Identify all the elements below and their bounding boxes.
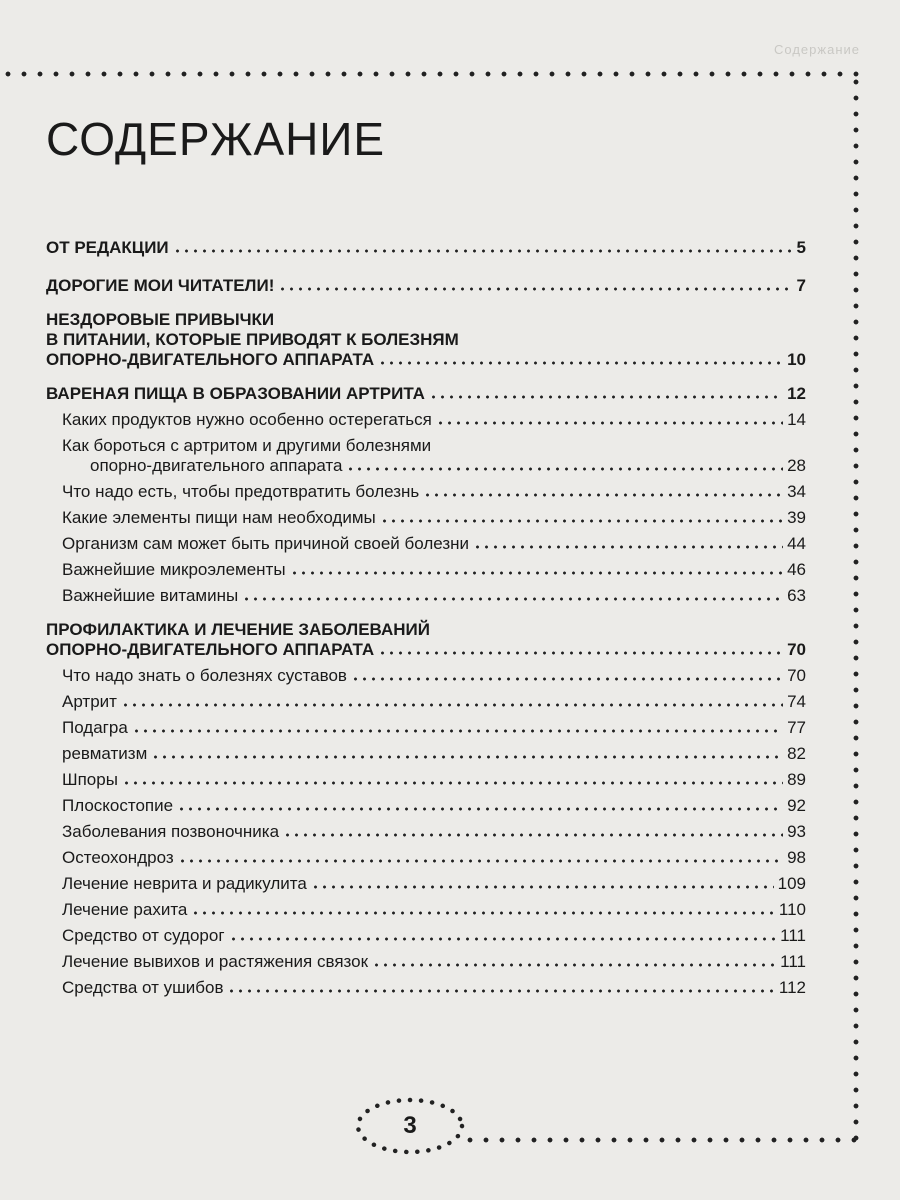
- toc-entry-page: 112: [778, 978, 806, 997]
- dot-leader: [283, 833, 783, 837]
- toc-entry-title-line: ПРОФИЛАКТИКА И ЛЕЧЕНИЕ ЗАБОЛЕВАНИЙ: [46, 620, 430, 639]
- dot-leader: [380, 519, 783, 523]
- toc-entry-page: 28: [787, 456, 806, 475]
- toc-entry-title-line: Как бороться с артритом и другими болезнями: [62, 436, 432, 455]
- toc-entry-page: 7: [796, 276, 806, 295]
- toc-entry-title: Что надо есть, чтобы предотвратить болезнь: [62, 482, 420, 501]
- toc-entry[interactable]: [46, 822, 806, 842]
- toc-entry-page: 74: [787, 692, 806, 711]
- dot-leader: [378, 361, 783, 365]
- toc-entry-title: ревматизм: [62, 744, 148, 763]
- dot-leader: [191, 911, 775, 915]
- toc-entry-title-line: ОПОРНО-ДВИГАТЕЛЬНОГО АППАРАТА: [46, 350, 375, 369]
- toc-entry-title: Плоскостопие: [62, 796, 174, 815]
- dot-leader: [122, 781, 783, 785]
- page-number-badge: [352, 1094, 468, 1158]
- toc-entry[interactable]: [46, 692, 806, 712]
- toc-entry-page: 12: [787, 384, 806, 403]
- toc-entry-page: 77: [787, 718, 806, 737]
- toc-entry-page: 93: [787, 822, 806, 841]
- toc-entry[interactable]: [46, 586, 806, 606]
- toc-entry-title: Организм сам может быть причиной своей болезни: [62, 534, 469, 553]
- dot-leader: [423, 493, 783, 497]
- dot-leader: [473, 545, 783, 549]
- toc-entry-title: Средство от судорог: [62, 926, 225, 945]
- toc-entry[interactable]: [46, 620, 806, 660]
- toc-entry-title: Лечение вывихов и растяжения связок: [62, 952, 369, 971]
- toc-entry[interactable]: [46, 560, 806, 580]
- toc-entry[interactable]: [46, 276, 806, 296]
- toc-entry-title: Шпоры: [62, 770, 118, 789]
- dot-leader: [132, 729, 783, 733]
- toc-entry-page: 46: [787, 560, 806, 579]
- toc-entry-page: 10: [787, 350, 806, 369]
- dot-leader: [346, 467, 783, 471]
- toc-entry-page: 89: [787, 770, 806, 789]
- toc-entry-page: 34: [787, 482, 806, 501]
- dot-leader: [351, 677, 783, 681]
- page-number: 3: [403, 1112, 417, 1139]
- toc-entry-title: ВАРЕНАЯ ПИЩА В ОБРАЗОВАНИИ АРТРИТА: [46, 384, 425, 403]
- toc-entry-title: Каких продуктов нужно особенно остерегаться: [62, 410, 432, 429]
- dot-leader: [290, 571, 784, 575]
- toc-entry-page: 111: [780, 926, 806, 945]
- dot-leader: [227, 989, 774, 993]
- toc-entry[interactable]: [46, 770, 806, 790]
- toc-entry[interactable]: [46, 666, 806, 686]
- toc-entry-page: 44: [787, 534, 806, 553]
- toc-entry-title: Средства от ушибов: [62, 978, 224, 997]
- toc-entry[interactable]: [46, 744, 806, 764]
- table-of-contents: [46, 232, 806, 998]
- toc-entry-page: 14: [787, 410, 806, 429]
- toc-entry-title-line: НЕЗДОРОВЫЕ ПРИВЫЧКИ: [46, 310, 275, 329]
- dot-leader: [436, 421, 783, 425]
- toc-entry[interactable]: [46, 310, 806, 370]
- toc-entry-page: 39: [787, 508, 806, 527]
- toc-entry[interactable]: [46, 848, 806, 868]
- dot-leader: [372, 963, 776, 967]
- dot-leader: [378, 651, 783, 655]
- toc-entry[interactable]: [46, 874, 806, 894]
- toc-entry[interactable]: [46, 482, 806, 502]
- toc-entry-page: 109: [777, 874, 806, 893]
- toc-entry-page: 111: [780, 952, 806, 971]
- toc-entry-title: Лечение рахита: [62, 900, 188, 919]
- toc-entry-title: Какие элементы пищи нам необходимы: [62, 508, 376, 527]
- dot-leader: [151, 755, 783, 759]
- toc-entry-page: 5: [796, 238, 806, 257]
- toc-entry[interactable]: [46, 900, 806, 920]
- dot-leader: [121, 703, 783, 707]
- toc-entry[interactable]: [46, 534, 806, 554]
- toc-entry-title: Что надо знать о болезнях суставов: [62, 666, 347, 685]
- dot-leader: [429, 395, 783, 399]
- dot-leader: [278, 287, 792, 291]
- dot-leader: [242, 597, 783, 601]
- toc-entry-title: ОТ РЕДАКЦИИ: [46, 238, 169, 257]
- toc-entry-page: 70: [787, 640, 806, 659]
- dot-leader: [173, 249, 793, 253]
- toc-entry-page: 92: [787, 796, 806, 815]
- toc-entry-page: 98: [787, 848, 806, 867]
- toc-entry-title: Заболевания позвоночника: [62, 822, 280, 841]
- toc-entry-page: 82: [787, 744, 806, 763]
- toc-entry-title: ДОРОГИЕ МОИ ЧИТАТЕЛИ!: [46, 276, 275, 295]
- toc-entry-title-line: опорно-двигательного аппарата: [90, 456, 343, 475]
- toc-entry[interactable]: [46, 952, 806, 972]
- toc-entry[interactable]: [46, 718, 806, 738]
- toc-entry[interactable]: [46, 926, 806, 946]
- toc-entry-title-line: В ПИТАНИИ, КОТОРЫЕ ПРИВОДЯТ К БОЛЕЗНЯМ: [46, 330, 459, 349]
- toc-entry[interactable]: [46, 384, 806, 404]
- toc-entry[interactable]: [46, 978, 806, 998]
- dot-leader: [229, 937, 777, 941]
- toc-entry-title: Важнейшие витамины: [62, 586, 239, 605]
- dotted-border-bottom: [462, 1136, 860, 1144]
- dotted-border-top: [0, 70, 860, 78]
- dot-leader: [311, 885, 774, 889]
- dotted-border-right: [852, 74, 860, 1144]
- dot-leader: [177, 807, 783, 811]
- toc-entry-title: Важнейшие микроэлементы: [62, 560, 286, 579]
- toc-entry[interactable]: [46, 410, 806, 430]
- toc-entry-page: 110: [778, 900, 806, 919]
- toc-entry[interactable]: [46, 238, 806, 258]
- toc-entry-title: Подагра: [62, 718, 128, 737]
- toc-entry-page: 70: [787, 666, 806, 685]
- toc-entry-title-line: ОПОРНО-ДВИГАТЕЛЬНОГО АППАРАТА: [46, 640, 375, 659]
- toc-entry-title: Остеохондроз: [62, 848, 174, 867]
- page-title: СОДЕРЖАНИЕ: [46, 113, 386, 165]
- toc-entry[interactable]: [46, 796, 806, 816]
- dot-leader: [178, 859, 783, 863]
- toc-entry-page: 63: [787, 586, 806, 605]
- toc-entry[interactable]: [46, 436, 806, 476]
- bleed-through-header: Содержание: [774, 42, 860, 57]
- toc-entry-title: Лечение неврита и радикулита: [62, 874, 307, 893]
- toc-entry[interactable]: [46, 508, 806, 528]
- toc-entry-title: Артрит: [62, 692, 117, 711]
